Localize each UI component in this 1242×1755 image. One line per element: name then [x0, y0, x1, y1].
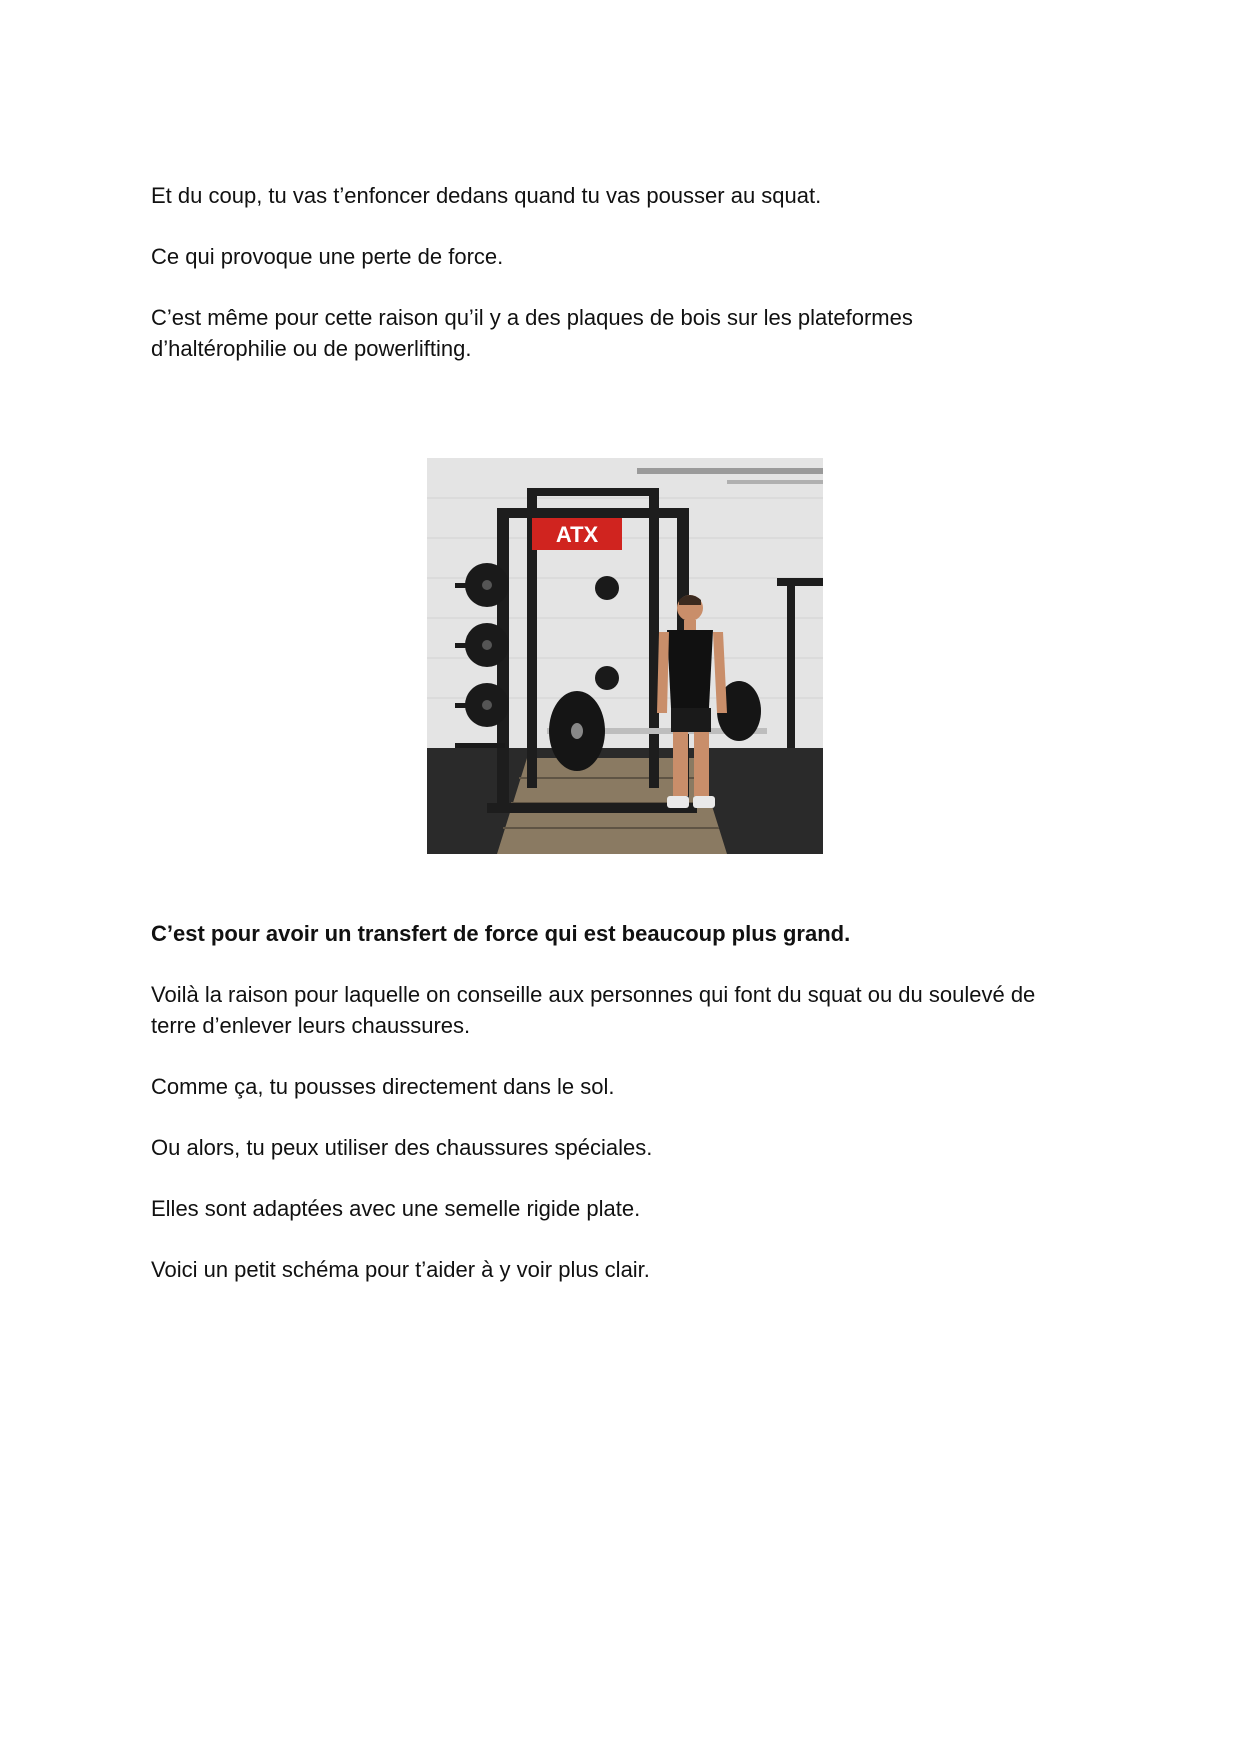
paragraph-force-loss: Ce qui provoque une perte de force.	[151, 244, 504, 269]
paragraph-push-ground: Comme ça, tu pousses directement dans le sol.	[151, 1074, 615, 1099]
paragraph-special-shoes: Ou alors, tu peux utiliser des chaussures spéciales.	[151, 1135, 653, 1160]
paragraph-remove-shoes-line1: Voilà la raison pour laquelle on conseille aux personnes qui font du squat ou du soulevé de	[151, 982, 1036, 1007]
paragraph-diagram-intro: Voici un petit schéma pour t’aider à y voir plus clair.	[151, 1257, 650, 1282]
rack-logo-text: ATX	[555, 522, 599, 547]
paragraph-wood-plates-line2: d’haltérophilie ou de powerlifting.	[151, 336, 472, 361]
paragraph-squat-sinking: Et du coup, tu vas t’enfoncer dedans quand tu vas pousser au squat.	[151, 183, 822, 208]
deadlift-rack-photo	[427, 458, 823, 854]
paragraph-wood-plates-line1: C’est même pour cette raison qu’il y a des plaques de bois sur les plateformes	[151, 305, 913, 330]
paragraph-remove-shoes-line2: terre d’enlever leurs chaussures.	[151, 1013, 471, 1038]
bold-force-transfer-line: C’est pour avoir un transfert de force qui est beaucoup plus grand.	[151, 921, 851, 946]
paragraph-rigid-sole: Elles sont adaptées avec une semelle rigide plate.	[151, 1196, 641, 1221]
